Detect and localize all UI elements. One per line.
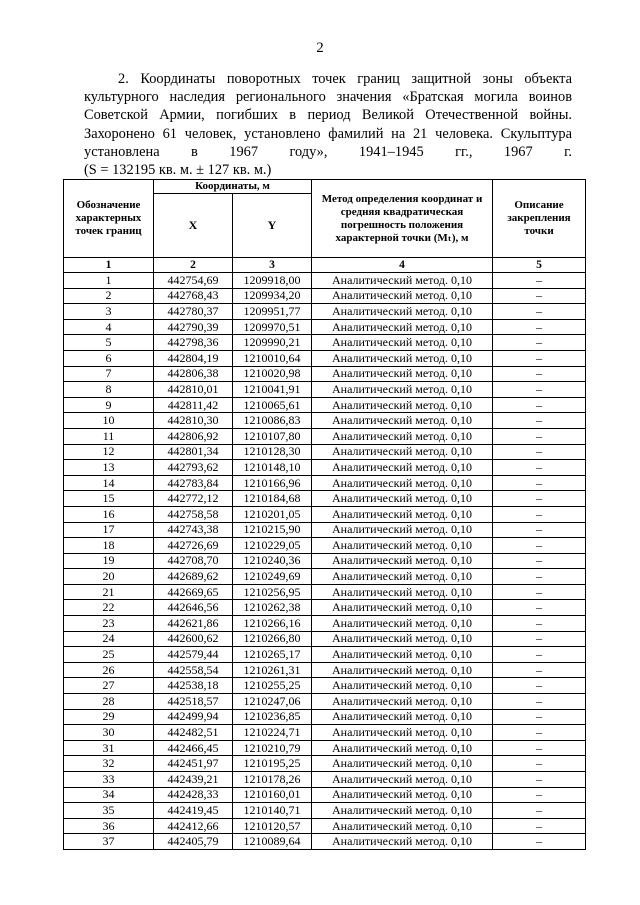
y-coordinate: 1210065,61 bbox=[233, 397, 312, 413]
description-value: – bbox=[493, 397, 586, 413]
x-coordinate: 442621,86 bbox=[154, 616, 233, 632]
point-number: 21 bbox=[64, 584, 154, 600]
table-row bbox=[64, 304, 586, 320]
intro-paragraph: 2. Координаты поворотных точек границ защитной зоны объекта культурного наследия регионального значения «Братская могила воинов Советской Армии, погибших в период Великой Отечественной войны. Захоронено 61 человек, установлено фамилий на 21 человека. Скульптура установлена в 1967 году», 1941–1945 гг., 1967 г. bbox=[84, 71, 572, 160]
method-value: Аналитический метод. 0,10 bbox=[312, 506, 493, 522]
description-value: – bbox=[493, 288, 586, 304]
method-value: Аналитический метод. 0,10 bbox=[312, 428, 493, 444]
point-number: 9 bbox=[64, 397, 154, 413]
description-value: – bbox=[493, 725, 586, 741]
table-row bbox=[64, 600, 586, 616]
description-value: – bbox=[493, 382, 586, 398]
method-value: Аналитический метод. 0,10 bbox=[312, 600, 493, 616]
description-value: – bbox=[493, 522, 586, 538]
method-value: Аналитический метод. 0,10 bbox=[312, 678, 493, 694]
x-coordinate: 442538,18 bbox=[154, 678, 233, 694]
point-number: 11 bbox=[64, 428, 154, 444]
table-row bbox=[64, 756, 586, 772]
method-value: Аналитический метод. 0,10 bbox=[312, 397, 493, 413]
x-coordinate: 442806,38 bbox=[154, 366, 233, 382]
point-number: 19 bbox=[64, 553, 154, 569]
table-row bbox=[64, 288, 586, 304]
point-number: 22 bbox=[64, 600, 154, 616]
table-row bbox=[64, 506, 586, 522]
point-number: 14 bbox=[64, 475, 154, 491]
method-value: Аналитический метод. 0,10 bbox=[312, 319, 493, 335]
point-number: 7 bbox=[64, 366, 154, 382]
method-value: Аналитический метод. 0,10 bbox=[312, 662, 493, 678]
table-row bbox=[64, 584, 586, 600]
point-number: 27 bbox=[64, 678, 154, 694]
description-value: – bbox=[493, 491, 586, 507]
y-coordinate: 1210086,83 bbox=[233, 413, 312, 429]
point-number: 12 bbox=[64, 444, 154, 460]
column-number: 2 bbox=[154, 258, 233, 273]
method-value: Аналитический метод. 0,10 bbox=[312, 756, 493, 772]
x-coordinate: 442758,58 bbox=[154, 506, 233, 522]
point-number: 34 bbox=[64, 787, 154, 803]
description-value: – bbox=[493, 694, 586, 710]
y-coordinate: 1210261,31 bbox=[233, 662, 312, 678]
x-coordinate: 442482,51 bbox=[154, 725, 233, 741]
table-row bbox=[64, 787, 586, 803]
y-coordinate: 1210262,38 bbox=[233, 600, 312, 616]
table-row bbox=[64, 428, 586, 444]
header-coordinates: Координаты, м bbox=[154, 180, 312, 194]
point-number: 31 bbox=[64, 740, 154, 756]
method-value: Аналитический метод. 0,10 bbox=[312, 522, 493, 538]
y-coordinate: 1210166,96 bbox=[233, 475, 312, 491]
point-number: 17 bbox=[64, 522, 154, 538]
point-number: 4 bbox=[64, 319, 154, 335]
header-y: Y bbox=[233, 194, 312, 258]
header-x: X bbox=[154, 194, 233, 258]
method-value: Аналитический метод. 0,10 bbox=[312, 772, 493, 788]
x-coordinate: 442405,79 bbox=[154, 834, 233, 850]
point-number: 10 bbox=[64, 413, 154, 429]
x-coordinate: 442646,56 bbox=[154, 600, 233, 616]
point-number: 13 bbox=[64, 460, 154, 476]
x-coordinate: 442811,42 bbox=[154, 397, 233, 413]
table-row bbox=[64, 725, 586, 741]
column-number: 5 bbox=[493, 258, 586, 273]
point-number: 25 bbox=[64, 647, 154, 663]
point-number: 23 bbox=[64, 616, 154, 632]
coordinates-table bbox=[63, 179, 586, 850]
description-value: – bbox=[493, 413, 586, 429]
column-number: 1 bbox=[64, 258, 154, 273]
method-value: Аналитический метод. 0,10 bbox=[312, 803, 493, 819]
description-value: – bbox=[493, 428, 586, 444]
description-value: – bbox=[493, 335, 586, 351]
table-row bbox=[64, 538, 586, 554]
table-row bbox=[64, 444, 586, 460]
y-coordinate: 1210249,69 bbox=[233, 569, 312, 585]
y-coordinate: 1210256,95 bbox=[233, 584, 312, 600]
x-coordinate: 442726,69 bbox=[154, 538, 233, 554]
method-value: Аналитический метод. 0,10 bbox=[312, 335, 493, 351]
method-value: Аналитический метод. 0,10 bbox=[312, 553, 493, 569]
x-coordinate: 442810,30 bbox=[154, 413, 233, 429]
y-coordinate: 1209934,20 bbox=[233, 288, 312, 304]
table-row bbox=[64, 460, 586, 476]
y-coordinate: 1210195,25 bbox=[233, 756, 312, 772]
description-value: – bbox=[493, 787, 586, 803]
header-description: Описание закрепления точки bbox=[493, 180, 586, 258]
description-value: – bbox=[493, 506, 586, 522]
description-value: – bbox=[493, 304, 586, 320]
description-value: – bbox=[493, 460, 586, 476]
table-row bbox=[64, 366, 586, 382]
description-value: – bbox=[493, 772, 586, 788]
table-row bbox=[64, 647, 586, 663]
x-coordinate: 442772,12 bbox=[154, 491, 233, 507]
y-coordinate: 1210178,26 bbox=[233, 772, 312, 788]
x-coordinate: 442754,69 bbox=[154, 273, 233, 289]
description-value: – bbox=[493, 709, 586, 725]
point-number: 32 bbox=[64, 756, 154, 772]
description-value: – bbox=[493, 273, 586, 289]
description-value: – bbox=[493, 803, 586, 819]
method-value: Аналитический метод. 0,10 bbox=[312, 382, 493, 398]
table-row bbox=[64, 553, 586, 569]
y-coordinate: 1210247,06 bbox=[233, 694, 312, 710]
y-coordinate: 1210020,98 bbox=[233, 366, 312, 382]
point-number: 33 bbox=[64, 772, 154, 788]
column-number: 4 bbox=[312, 258, 493, 273]
table-body bbox=[64, 273, 586, 850]
y-coordinate: 1209990,21 bbox=[233, 335, 312, 351]
table-row bbox=[64, 616, 586, 632]
y-coordinate: 1210240,36 bbox=[233, 553, 312, 569]
table-row bbox=[64, 350, 586, 366]
point-number: 18 bbox=[64, 538, 154, 554]
point-number: 3 bbox=[64, 304, 154, 320]
header-point-designation: Обозначение характерных точек границ bbox=[64, 180, 154, 258]
point-number: 24 bbox=[64, 631, 154, 647]
x-coordinate: 442499,94 bbox=[154, 709, 233, 725]
point-number: 30 bbox=[64, 725, 154, 741]
x-coordinate: 442783,84 bbox=[154, 475, 233, 491]
x-coordinate: 442798,36 bbox=[154, 335, 233, 351]
point-number: 16 bbox=[64, 506, 154, 522]
table-row bbox=[64, 694, 586, 710]
point-number: 26 bbox=[64, 662, 154, 678]
x-coordinate: 442412,66 bbox=[154, 818, 233, 834]
column-number: 3 bbox=[233, 258, 312, 273]
description-value: – bbox=[493, 475, 586, 491]
method-value: Аналитический метод. 0,10 bbox=[312, 304, 493, 320]
y-coordinate: 1210160,01 bbox=[233, 787, 312, 803]
y-coordinate: 1210229,05 bbox=[233, 538, 312, 554]
y-coordinate: 1210236,85 bbox=[233, 709, 312, 725]
x-coordinate: 442466,45 bbox=[154, 740, 233, 756]
table-row bbox=[64, 475, 586, 491]
description-value: – bbox=[493, 740, 586, 756]
y-coordinate: 1210266,16 bbox=[233, 616, 312, 632]
point-number: 5 bbox=[64, 335, 154, 351]
y-coordinate: 1210140,71 bbox=[233, 803, 312, 819]
description-value: – bbox=[493, 600, 586, 616]
method-value: Аналитический метод. 0,10 bbox=[312, 740, 493, 756]
x-coordinate: 442708,70 bbox=[154, 553, 233, 569]
y-coordinate: 1210128,30 bbox=[233, 444, 312, 460]
x-coordinate: 442793,62 bbox=[154, 460, 233, 476]
method-value: Аналитический метод. 0,10 bbox=[312, 834, 493, 850]
y-coordinate: 1210184,68 bbox=[233, 491, 312, 507]
x-coordinate: 442600,62 bbox=[154, 631, 233, 647]
x-coordinate: 442439,21 bbox=[154, 772, 233, 788]
y-coordinate: 1210148,10 bbox=[233, 460, 312, 476]
x-coordinate: 442768,43 bbox=[154, 288, 233, 304]
y-coordinate: 1210120,57 bbox=[233, 818, 312, 834]
table-row bbox=[64, 319, 586, 335]
table-row bbox=[64, 397, 586, 413]
table-row bbox=[64, 803, 586, 819]
point-number: 28 bbox=[64, 694, 154, 710]
table-row bbox=[64, 273, 586, 289]
table-row bbox=[64, 522, 586, 538]
point-number: 37 bbox=[64, 834, 154, 850]
x-coordinate: 442743,38 bbox=[154, 522, 233, 538]
point-number: 29 bbox=[64, 709, 154, 725]
x-coordinate: 442579,44 bbox=[154, 647, 233, 663]
table-row bbox=[64, 678, 586, 694]
point-number: 35 bbox=[64, 803, 154, 819]
method-value: Аналитический метод. 0,10 bbox=[312, 709, 493, 725]
x-coordinate: 442419,45 bbox=[154, 803, 233, 819]
method-value: Аналитический метод. 0,10 bbox=[312, 413, 493, 429]
table-row bbox=[64, 413, 586, 429]
description-value: – bbox=[493, 662, 586, 678]
y-coordinate: 1210041,91 bbox=[233, 382, 312, 398]
y-coordinate: 1209970,51 bbox=[233, 319, 312, 335]
point-number: 8 bbox=[64, 382, 154, 398]
point-number: 2 bbox=[64, 288, 154, 304]
method-value: Аналитический метод. 0,10 bbox=[312, 491, 493, 507]
y-coordinate: 1210255,25 bbox=[233, 678, 312, 694]
description-value: – bbox=[493, 756, 586, 772]
description-value: – bbox=[493, 818, 586, 834]
table-row bbox=[64, 491, 586, 507]
description-value: – bbox=[493, 647, 586, 663]
method-value: Аналитический метод. 0,10 bbox=[312, 273, 493, 289]
x-coordinate: 442810,01 bbox=[154, 382, 233, 398]
method-value: Аналитический метод. 0,10 bbox=[312, 460, 493, 476]
description-value: – bbox=[493, 366, 586, 382]
description-value: – bbox=[493, 616, 586, 632]
method-value: Аналитический метод. 0,10 bbox=[312, 647, 493, 663]
method-value: Аналитический метод. 0,10 bbox=[312, 350, 493, 366]
table-row bbox=[64, 631, 586, 647]
y-coordinate: 1210201,05 bbox=[233, 506, 312, 522]
method-value: Аналитический метод. 0,10 bbox=[312, 818, 493, 834]
point-number: 36 bbox=[64, 818, 154, 834]
table-row bbox=[64, 818, 586, 834]
point-number: 6 bbox=[64, 350, 154, 366]
table-row bbox=[64, 662, 586, 678]
description-value: – bbox=[493, 538, 586, 554]
description-value: – bbox=[493, 834, 586, 850]
y-coordinate: 1210107,80 bbox=[233, 428, 312, 444]
method-value: Аналитический метод. 0,10 bbox=[312, 475, 493, 491]
table-row bbox=[64, 709, 586, 725]
x-coordinate: 442806,92 bbox=[154, 428, 233, 444]
y-coordinate: 1209951,77 bbox=[233, 304, 312, 320]
method-value: Аналитический метод. 0,10 bbox=[312, 616, 493, 632]
x-coordinate: 442451,97 bbox=[154, 756, 233, 772]
y-coordinate: 1210210,79 bbox=[233, 740, 312, 756]
method-value: Аналитический метод. 0,10 bbox=[312, 725, 493, 741]
x-coordinate: 442780,37 bbox=[154, 304, 233, 320]
table-row bbox=[64, 772, 586, 788]
x-coordinate: 442669,65 bbox=[154, 584, 233, 600]
y-coordinate: 1210266,80 bbox=[233, 631, 312, 647]
description-value: – bbox=[493, 553, 586, 569]
intro-text bbox=[84, 70, 572, 179]
x-coordinate: 442558,54 bbox=[154, 662, 233, 678]
description-value: – bbox=[493, 678, 586, 694]
method-value: Аналитический метод. 0,10 bbox=[312, 538, 493, 554]
method-value: Аналитический метод. 0,10 bbox=[312, 444, 493, 460]
y-coordinate: 1210265,17 bbox=[233, 647, 312, 663]
area-statement: (S = 132195 кв. м. ± 127 кв. м.) bbox=[84, 162, 272, 179]
table-row bbox=[64, 740, 586, 756]
x-coordinate: 442428,33 bbox=[154, 787, 233, 803]
method-value: Аналитический метод. 0,10 bbox=[312, 569, 493, 585]
x-coordinate: 442689,62 bbox=[154, 569, 233, 585]
table-row bbox=[64, 335, 586, 351]
description-value: – bbox=[493, 569, 586, 585]
method-value: Аналитический метод. 0,10 bbox=[312, 584, 493, 600]
page-number: 2 bbox=[316, 40, 324, 56]
description-value: – bbox=[493, 350, 586, 366]
method-value: Аналитический метод. 0,10 bbox=[312, 366, 493, 382]
x-coordinate: 442804,19 bbox=[154, 350, 233, 366]
method-value: Аналитический метод. 0,10 bbox=[312, 694, 493, 710]
method-value: Аналитический метод. 0,10 bbox=[312, 288, 493, 304]
point-number: 20 bbox=[64, 569, 154, 585]
x-coordinate: 442518,57 bbox=[154, 694, 233, 710]
point-number: 1 bbox=[64, 273, 154, 289]
table-row bbox=[64, 382, 586, 398]
description-value: – bbox=[493, 584, 586, 600]
method-value: Аналитический метод. 0,10 bbox=[312, 631, 493, 647]
y-coordinate: 1210224,71 bbox=[233, 725, 312, 741]
x-coordinate: 442790,39 bbox=[154, 319, 233, 335]
x-coordinate: 442801,34 bbox=[154, 444, 233, 460]
point-number: 15 bbox=[64, 491, 154, 507]
description-value: – bbox=[493, 319, 586, 335]
y-coordinate: 1209918,00 bbox=[233, 273, 312, 289]
description-value: – bbox=[493, 631, 586, 647]
table-row bbox=[64, 569, 586, 585]
table-row bbox=[64, 834, 586, 850]
y-coordinate: 1210215,90 bbox=[233, 522, 312, 538]
description-value: – bbox=[493, 444, 586, 460]
y-coordinate: 1210089,64 bbox=[233, 834, 312, 850]
y-coordinate: 1210010,64 bbox=[233, 350, 312, 366]
method-value: Аналитический метод. 0,10 bbox=[312, 787, 493, 803]
header-method: Метод определения координат и средняя квадратическая погрешность положения характерной точки (Mₜ), м bbox=[312, 180, 493, 258]
